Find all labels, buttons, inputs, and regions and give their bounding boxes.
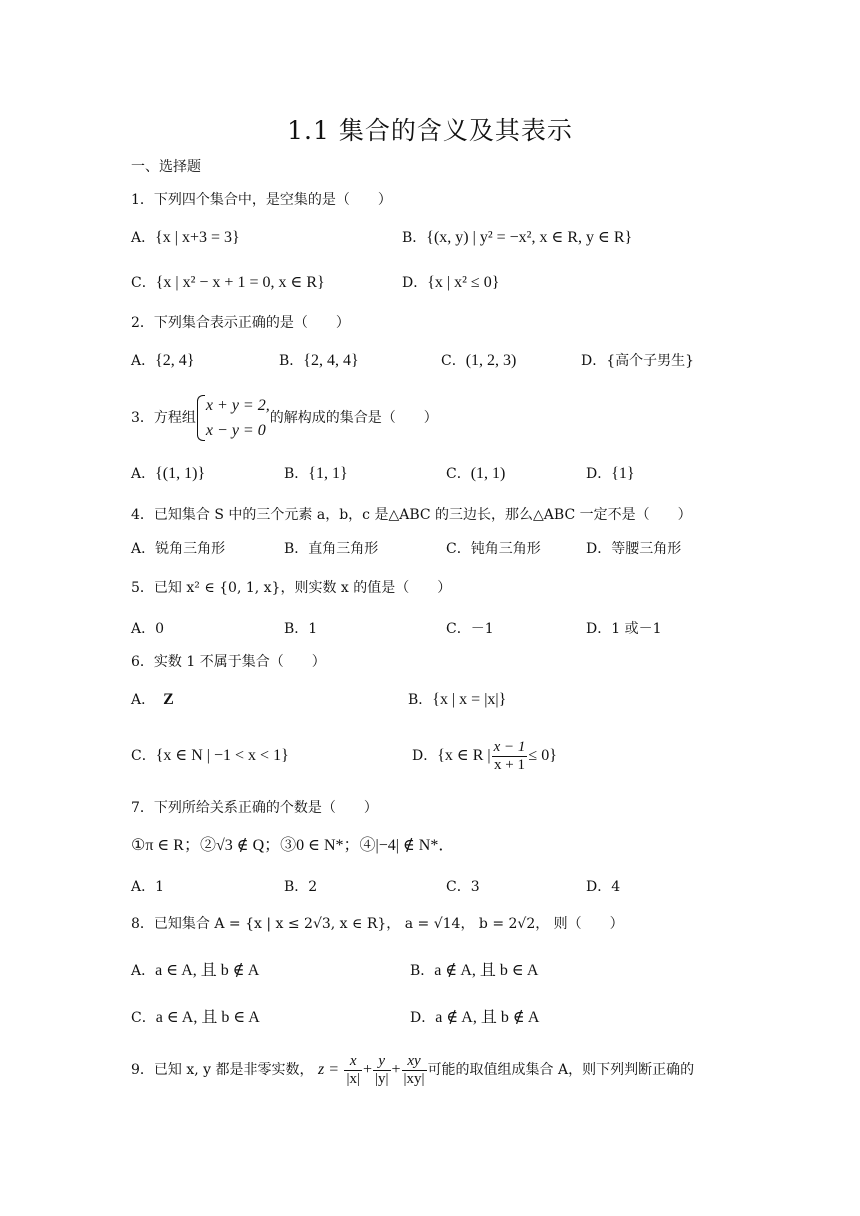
q5-option-d: D．1 或－1 — [586, 621, 662, 637]
q2-option-a: A．{2, 4} — [131, 352, 195, 369]
q3-stem: 3．方程组 x + y = 2, x − y = 0 的解构成的集合是（ ） — [131, 392, 438, 444]
q3-option-a: A．{(1, 1)} — [131, 465, 206, 482]
q9-fraction-1: $\frac{x}{|x|}$ — [346, 1052, 360, 1087]
q4-option-d: D．等腰三角形 — [586, 541, 682, 557]
q6-option-b: B．{x | x = |x|} — [408, 691, 507, 708]
q9-fraction-3: $\frac{xy}{|xy|}$ — [403, 1052, 425, 1087]
q1-option-a: A．{x | x+3 = 3} — [131, 229, 240, 246]
section-heading: 一、选择题 — [131, 159, 201, 175]
q7-option-b: B．2 — [284, 879, 318, 895]
q8-option-b: B．a ∉ A, 且 b ∈ A — [410, 962, 539, 979]
q2-option-b: B．{2, 4, 4} — [279, 352, 359, 369]
q6-option-d: D．{x ∈ R | $\frac{x - 1}{x + 1}$ ≤ 0} — [412, 738, 557, 773]
q8-stem: 8．已知集合 A = {x | x ≤ 2√3, x ∈ R}， a = √14， b = 2√2， 则（ ） — [131, 916, 624, 932]
q2-option-c: C．(1, 2, 3) — [441, 352, 517, 369]
q6-d-fraction: $\frac{x - 1}{x + 1}$ — [493, 738, 526, 773]
q7-relations: ①π ∈ R；②√3 ∉ Q；③0 ∈ N*；④|−4| ∉ N*． — [131, 837, 455, 854]
q1-stem: 1．下列四个集合中，是空集的是（ ） — [131, 192, 392, 208]
q1-option-d: D．{x | x² ≤ 0} — [402, 274, 500, 291]
q7-stem: 7．下列所给关系正确的个数是（ ） — [131, 800, 378, 816]
q9-fraction-2: $\frac{y}{|y|}$ — [375, 1052, 389, 1087]
q1-option-c: C．{x | x² − x + 1 = 0, x ∈ R} — [131, 274, 325, 291]
q2-stem: 2．下列集合表示正确的是（ ） — [131, 315, 350, 331]
q8-option-d: D．a ∉ A, 且 b ∉ A — [410, 1009, 540, 1026]
q4-option-a: A．锐角三角形 — [131, 541, 226, 557]
q8-option-a: A．a ∈ A, 且 b ∉ A — [131, 962, 260, 979]
q3-option-c: C．(1, 1) — [446, 465, 506, 482]
q6-option-c: C．{x ∈ N | −1 < x < 1} — [131, 747, 289, 764]
q5-option-b: B．1 — [284, 621, 318, 637]
q3-option-b: B．{1, 1} — [284, 465, 348, 482]
q7-option-a: A．1 — [131, 879, 165, 895]
q6-option-a: A． Z — [131, 691, 174, 708]
q3-option-d: D．{1} — [586, 465, 635, 482]
q8-option-c: C．a ∈ A, 且 b ∈ A — [131, 1009, 260, 1026]
q5-stem: 5．已知 x² ∈ {0, 1, x}，则实数 x 的值是（ ） — [131, 580, 452, 596]
q3-equation-system: x + y = 2, x − y = 0 — [196, 393, 270, 443]
q2-option-d: D．{高个子男生} — [581, 353, 695, 369]
q7-option-d: D．4 — [586, 879, 621, 895]
q4-option-c: C．钝角三角形 — [446, 541, 541, 557]
q9-stem: 9．已知 x, y 都是非零实数， z = $\frac{x}{|x|}$ + $\frac{y}{|y|}$ + $\frac{xy}{|xy|}$ 可能的取值组成集合 A，则下列判断正确的 — [131, 1052, 695, 1087]
q7-option-c: C．3 — [446, 879, 480, 895]
page-title: 1.1 集合的含义及其表示 — [287, 116, 573, 145]
q1-option-b: B．{(x, y) | y² = −x², x ∈ R, y ∈ R} — [402, 229, 633, 246]
q4-stem: 4．已知集合 S 中的三个元素 a，b，c 是△ABC 的三边长，那么△ABC 一定不是（ ） — [131, 507, 692, 523]
q6-stem: 6．实数 1 不属于集合（ ） — [131, 654, 326, 670]
q5-option-a: A．0 — [131, 621, 165, 637]
q5-option-c: C．－1 — [446, 621, 494, 637]
q4-option-b: B．直角三角形 — [284, 541, 379, 557]
